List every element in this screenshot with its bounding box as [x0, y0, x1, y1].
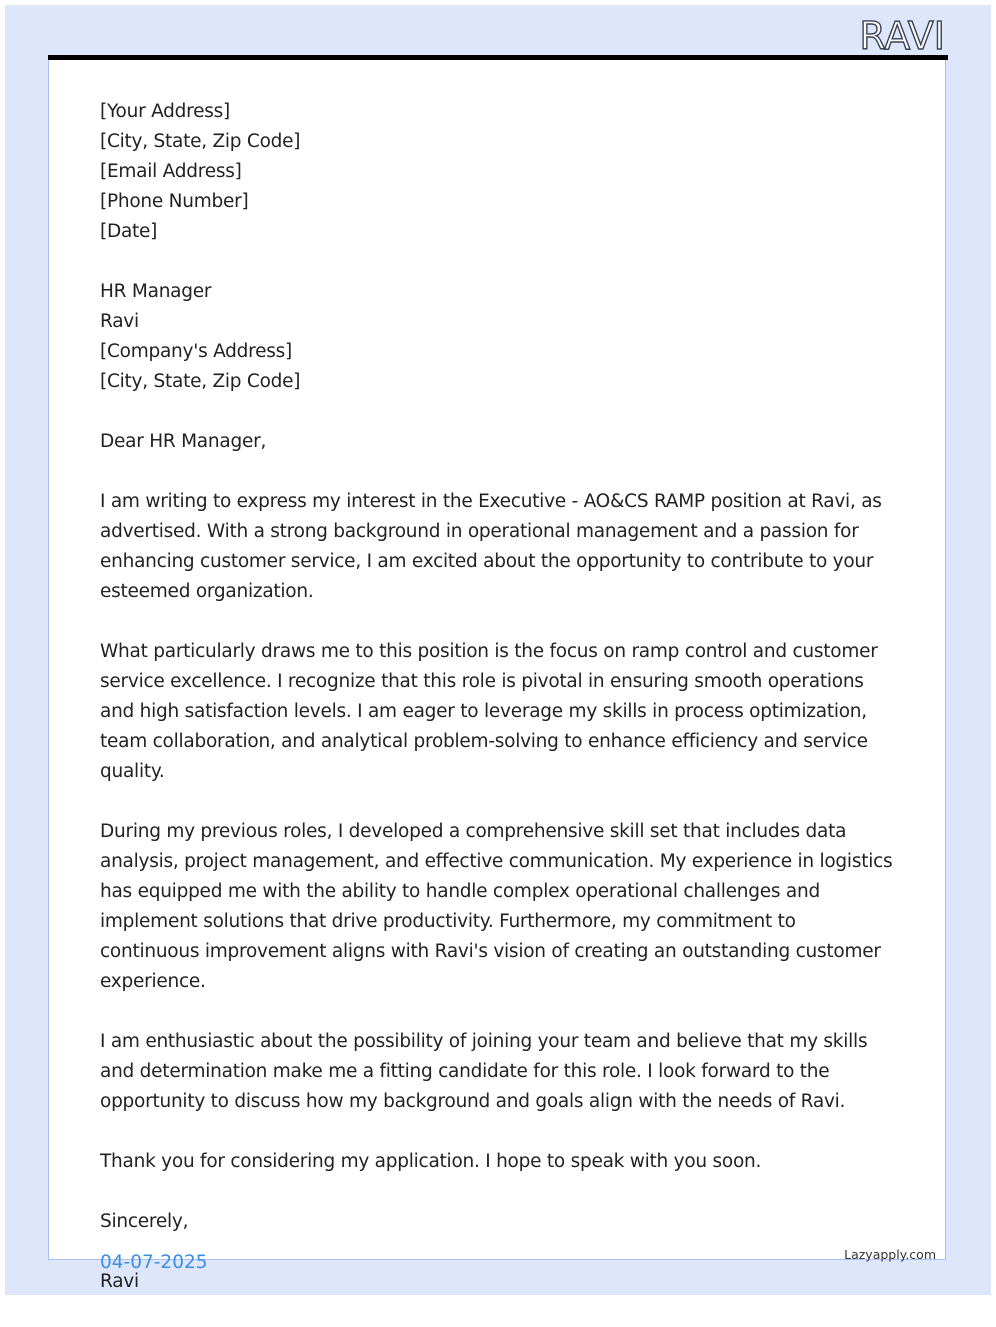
sender-phone: [Phone Number] [100, 191, 249, 212]
sender-email: [Email Address] [100, 161, 242, 182]
recipient-city-state-zip: [City, State, Zip Code] [100, 371, 301, 392]
footer-site-link[interactable]: Lazyapply.com [844, 1247, 936, 1262]
sender-city-state-zip: [City, State, Zip Code] [100, 131, 301, 152]
sender-date: [Date] [100, 221, 158, 242]
body-paragraph: What particularly draws me to this position is the focus on ramp control and customer service excellence. I recognize that this role is pivotal in ensuring smooth operations and high satisfaction levels. I am eager to leverage my skills in process optimization, team collaboration, and analytical problem-solving to enhance efficiency and service quality. [100, 641, 878, 782]
closing: Sincerely, [100, 1211, 189, 1232]
body-paragraph: Thank you for considering my application. I hope to speak with you soon. [100, 1151, 762, 1172]
letter-body [100, 97, 900, 1327]
header-rule [48, 55, 948, 60]
recipient-block [100, 277, 900, 397]
sender-address: [Your Address] [100, 101, 230, 122]
brand-logo: RAVI [859, 14, 945, 58]
signature: Ravi [100, 1271, 139, 1292]
body-paragraph: I am enthusiastic about the possibility of joining your team and believe that my skills and determination make me a fitting candidate for this role. I look forward to the opportunity to discuss how my background and goals align with the needs of Ravi. [100, 1031, 868, 1112]
footer-date: 04-07-2025 [100, 1252, 208, 1273]
body-paragraph: During my previous roles, I developed a comprehensive skill set that includes data analysis, project management, and effective communication. My experience in logistics has equipped me with the ability to handle complex operational challenges and implement solutions that drive productivity. Furthermore, my commitment to continuous improvement aligns with Ravi's vision of creating an outstanding customer experience. [100, 821, 893, 992]
recipient-address: [Company's Address] [100, 341, 292, 362]
recipient-title: HR Manager [100, 281, 212, 302]
salutation: Dear HR Manager, [100, 431, 267, 452]
recipient-company: Ravi [100, 311, 139, 332]
sender-block [100, 97, 900, 247]
body-paragraph: I am writing to express my interest in the Executive - AO&CS RAMP position at Ravi, as advertised. With a strong background in operational management and a passion for enhancing customer service, I am excited about the opportunity to contribute to your esteemed organization. [100, 491, 882, 602]
